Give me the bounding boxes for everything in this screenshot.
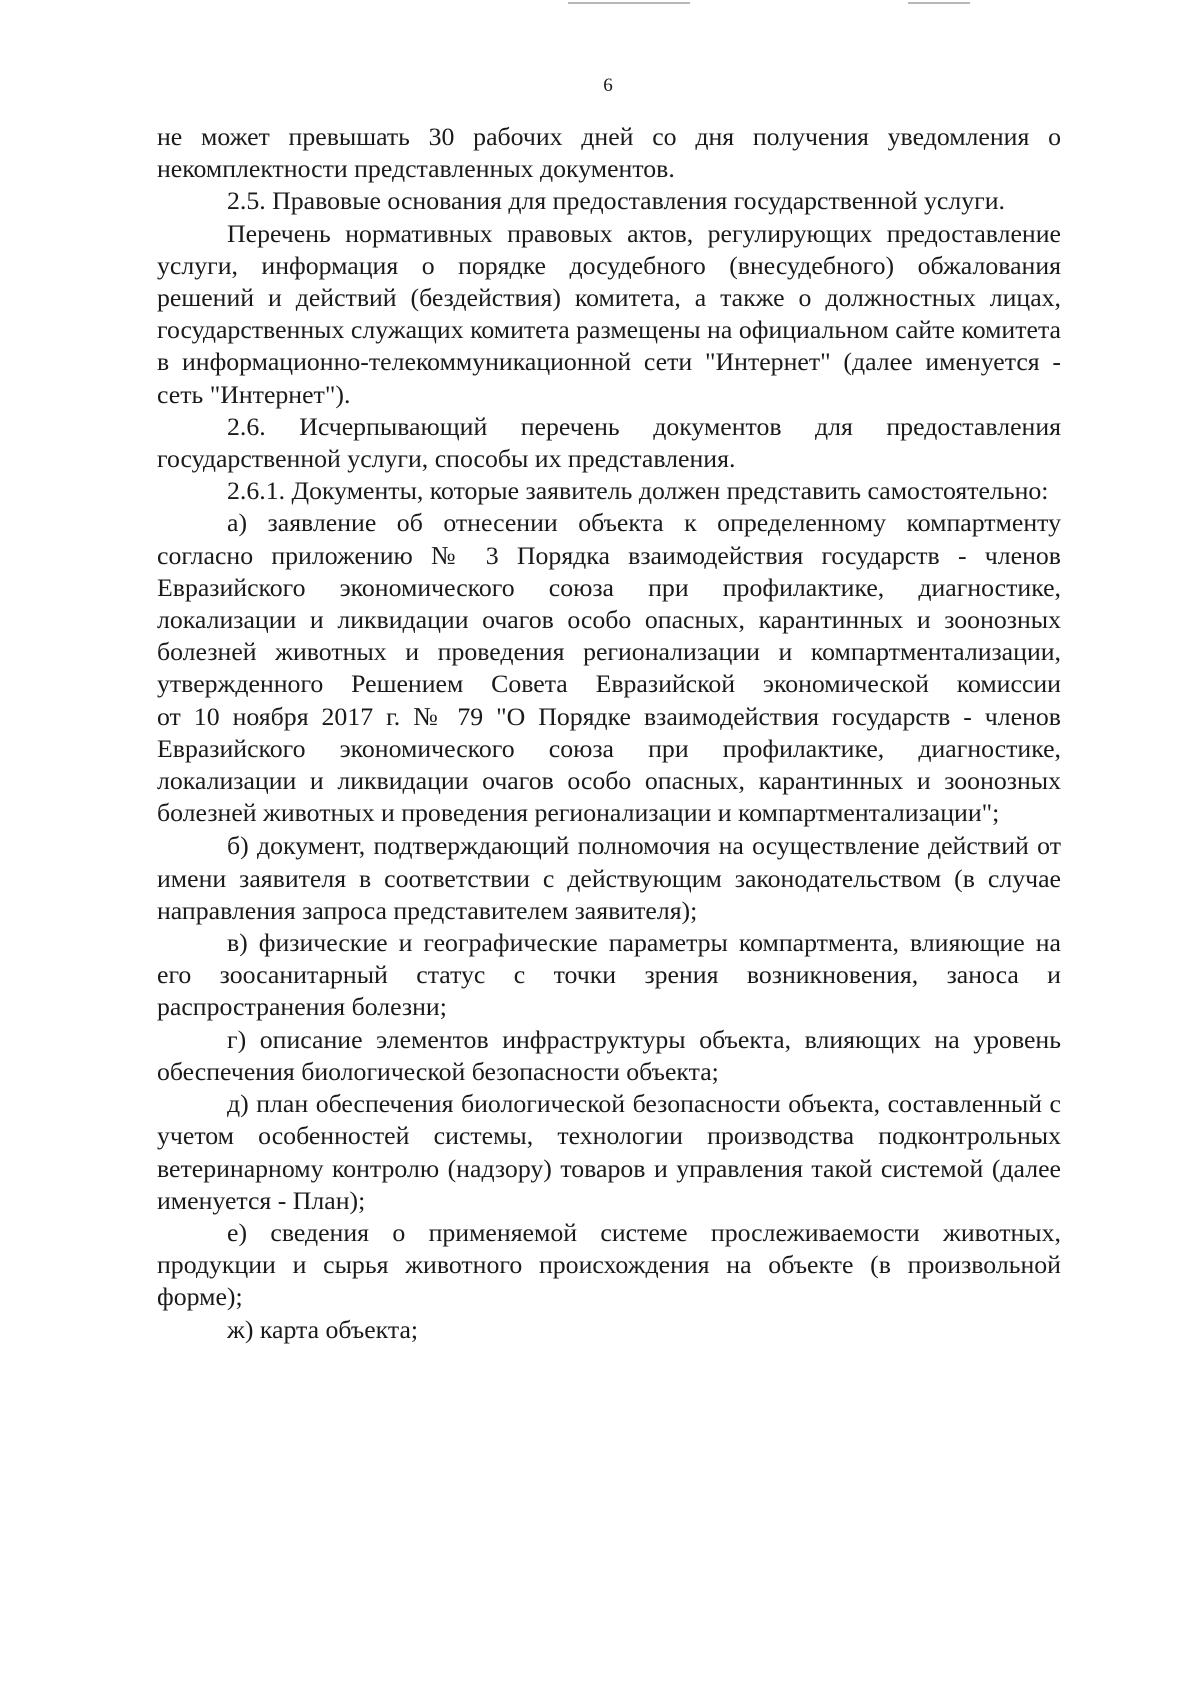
paragraph-2-6: 2.6. Исчерпывающий перечень документов для предоставления государственной услуги, способы их представления. bbox=[157, 411, 1061, 474]
list-item-a-continuation: от 10 ноября 2017 г. № 79 "О Порядке взаимодействия государств - членов Евразийского экономического союза при профилактике, диагностике, локализации и ликвидации очагов особо опасных, карантинных и зоонозных болезней животных и проведения регионализации и компартментализации"; bbox=[157, 701, 1061, 828]
scan-artifact bbox=[908, 2, 970, 4]
list-item-g: г) описание элементов инфраструктуры объекта, влияющих на уровень обеспечения биологической безопасности объекта; bbox=[157, 1024, 1061, 1086]
list-item-e: е) сведения о применяемой системе прослеживаемости животных, продукции и сырья животного происхождения на объекте (в произвольной форме); bbox=[157, 1217, 1061, 1312]
paragraph-continuation: не может превышать 30 рабочих дней со дня получения уведомления о некомплектности представленных документов. bbox=[157, 122, 1061, 184]
scan-artifact bbox=[568, 2, 690, 4]
paragraph-2-6-1: 2.6.1. Документы, которые заявитель должен представить самостоятельно: bbox=[227, 476, 1049, 506]
list-item-b: б) документ, подтверждающий полномочия на осуществление действий от имени заявителя в соответствии с действующим законодательством (в случае направления запроса представителем заявителя); bbox=[157, 831, 1061, 925]
list-item-zh: ж) карта объекта; bbox=[227, 1314, 419, 1344]
document-body bbox=[157, 121, 1061, 1346]
paragraph-2-5: 2.5. Правовые основания для предоставления государственной услуги. bbox=[227, 186, 1005, 216]
list-item-v: в) физические и географические параметры компартмента, влияющие на его зоосанитарный статус с точки зрения возникновения, заноса и распространения болезни; bbox=[157, 928, 1061, 1022]
list-item-a: а) заявление об отнесении объекта к определенному компартменту согласно приложению № 3 Порядка взаимодействия государств - членов Евразийского экономического союза при профилактике, диагностике, локализации и ликвидации очагов особо опасных, карантинных и зоонозных болезней животных и проведения регионализации и компартментализации, утвержденного Решением Совета Евразийской экономической комиссии bbox=[157, 508, 1061, 699]
paragraph-legal-acts-list: Перечень нормативных правовых актов, регулирующих предоставление услуги, информация о порядке досудебного (внесудебного) обжалования решений и действий (бездействия) комитета, а также о должностных лицах, государственных служащих комитета размещены на официальном сайте комитета в информационно-телекоммуникационной сети "Интернет" (далее именуется - сеть "Интернет"). bbox=[157, 218, 1061, 409]
page-number: 6 bbox=[603, 75, 613, 96]
list-item-d: д) план обеспечения биологической безопасности объекта, составленный с учетом особенностей системы, технологии производства подконтрольных ветеринарному контролю (надзору) товаров и управления такой системой (далее именуется - План); bbox=[157, 1089, 1061, 1215]
